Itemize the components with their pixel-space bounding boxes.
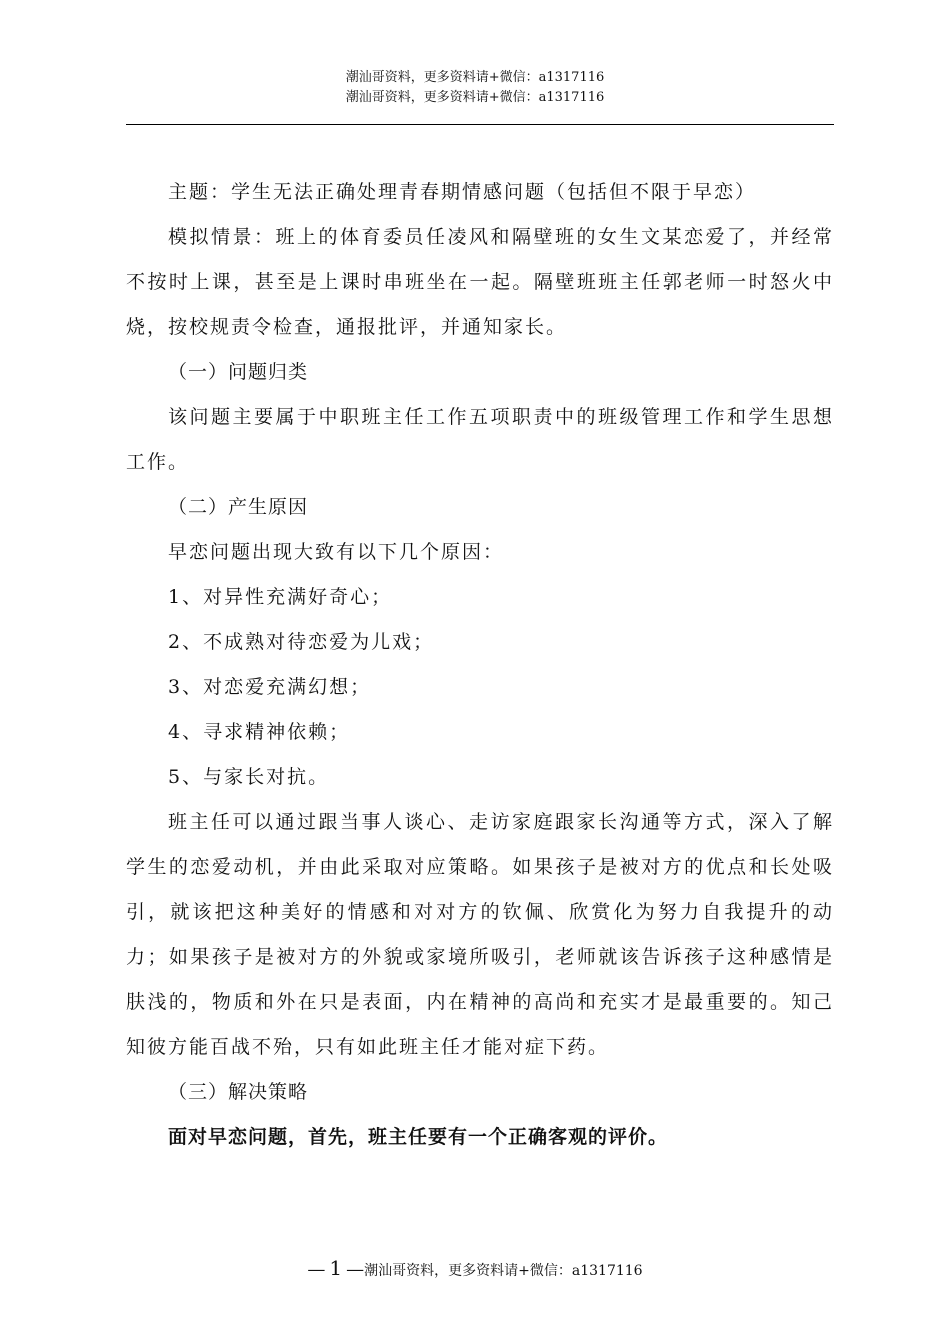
topic-paragraph: 主题：学生无法正确处理青春期情感问题（包括但不限于早恋）: [168, 181, 757, 203]
footer-watermark: 潮汕哥资料，更多资料请+微信：a1317116: [364, 1263, 643, 1279]
scenario-paragraph: 模拟情景：班上的体育委员任凌风和隔壁班的女生文某恋爱了，并经常不按时上课，甚至是上课时串班坐在一起。隔壁班班主任郭老师一时怒火中烧，按校规责令检查，通报批评，并通知家长。: [126, 226, 834, 338]
section-3-heading: （三）解决策略: [168, 1081, 309, 1103]
header-watermark-line-2: 潮汕哥资料，更多资料请+微信：a1317116: [345, 90, 605, 105]
page-footer: [0, 1256, 950, 1283]
page-header: [0, 68, 950, 108]
section-2-heading: （二）产生原因: [168, 496, 309, 518]
reason-item: 1、对异性充满好奇心；: [168, 586, 393, 608]
header-watermark-line-1: 潮汕哥资料，更多资料请+微信：a1317116: [345, 70, 605, 85]
section-3-bold-text: 面对早恋问题，首先，班主任要有一个正确客观的评价。: [168, 1126, 669, 1148]
header-divider: [126, 124, 834, 125]
reason-item: 3、对恋爱充满幻想；: [168, 676, 372, 698]
footer-dash-right: —: [346, 1259, 365, 1280]
reason-item: 4、寻求精神依赖；: [168, 721, 351, 743]
section-1-heading: （一）问题归类: [168, 361, 309, 383]
section-2-intro: 早恋问题出现大致有以下几个原因：: [168, 541, 505, 563]
page-number: 1: [329, 1256, 343, 1280]
section-1-text: 该问题主要属于中职班主任工作五项职责中的班级管理工作和学生思想工作。: [126, 406, 834, 473]
reason-item: 2、不成熟对待恋爱为儿戏；: [168, 631, 435, 653]
reason-item: 5、与家长对抗。: [168, 766, 330, 788]
document-body: [126, 170, 834, 1160]
footer-dash-left: —: [307, 1259, 326, 1280]
analysis-paragraph: 班主任可以通过跟当事人谈心、走访家庭跟家长沟通等方式，深入了解学生的恋爱动机，并由此采取对应策略。如果孩子是被对方的优点和长处吸引，就该把这种美好的情感和对对方的钦佩、欣赏化为努力自我提升的动力；如果孩子是被对方的外貌或家境所吸引，老师就该告诉孩子这种感情是肤浅的，物质和外在只是表面，内在精神的高尚和充实才是最重要的。知己知彼方能百战不殆，只有如此班主任才能对症下药。: [126, 811, 834, 1058]
